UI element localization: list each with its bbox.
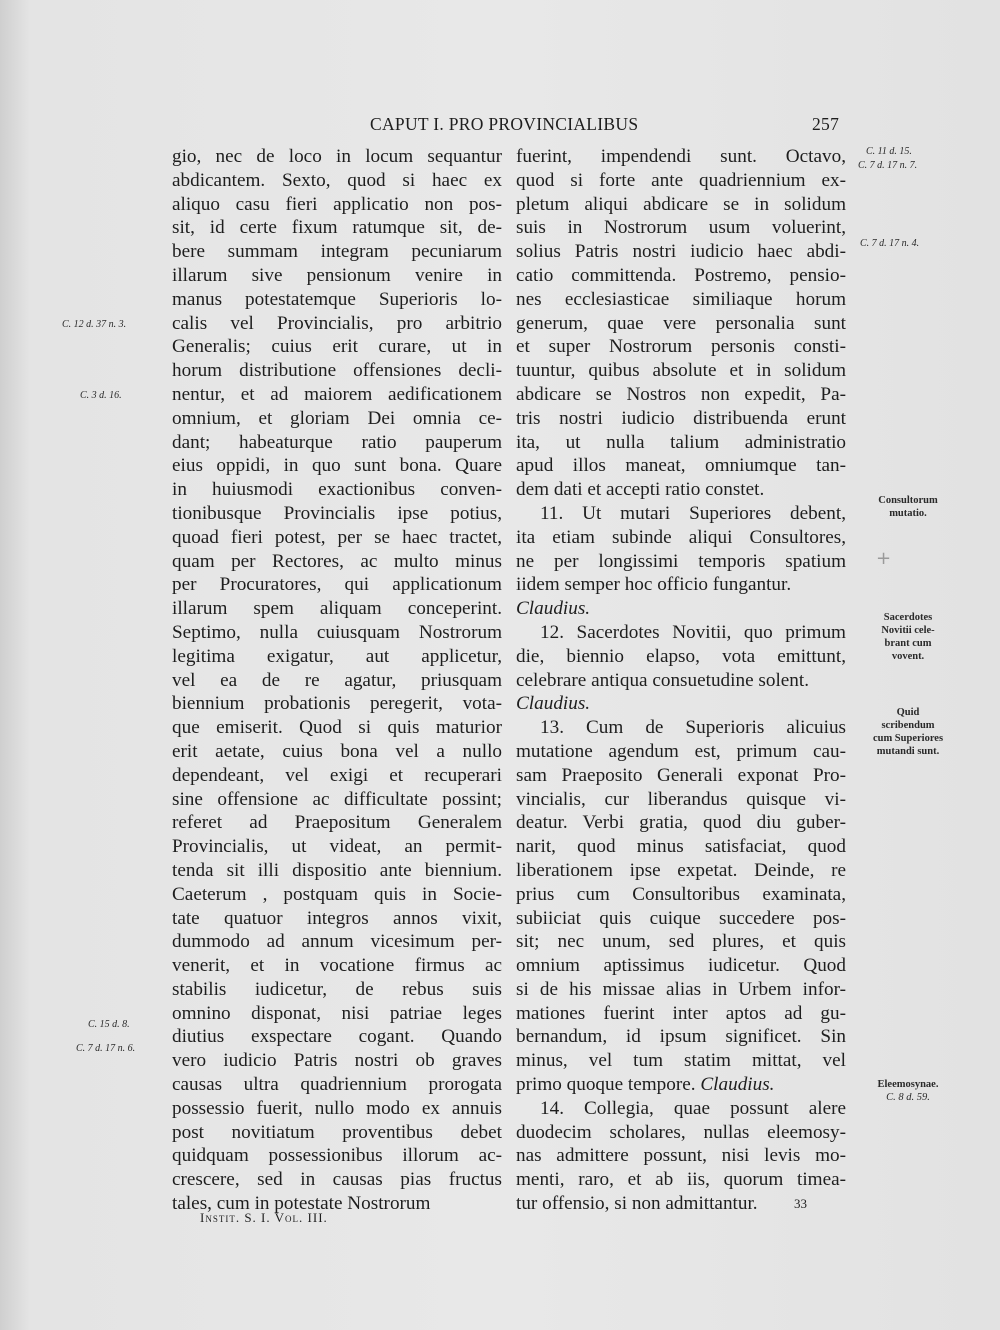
page-number: 257 — [812, 114, 840, 134]
text-line: mationes fuerint inter aptos ad gu- — [516, 1002, 846, 1024]
text-line: quod si forte ante quadriennium ex- — [516, 169, 846, 191]
text-line: die, biennio elapso, vota emittunt, — [516, 645, 846, 667]
text-line: omnium aptissimus iudicetur. Quod — [516, 955, 846, 977]
text-line: fuerint, impendendi sunt. Octavo, — [516, 146, 846, 167]
text-line: solius Patris nostri iudicio haec abdi- — [516, 241, 846, 263]
text-line: quam per Rectores, ac multo minus — [172, 550, 502, 572]
text-line: 11. Ut mutari Superiores debent, — [540, 502, 846, 524]
text-line: tenda sit illi dispositio ante biennium. — [172, 859, 502, 881]
text-line: referet ad Praepositum Generalem — [172, 812, 502, 834]
text-line: apud illos maneat, omniumque tan- — [516, 455, 846, 477]
text-line: calis vel Provincialis, pro arbitrio — [172, 312, 502, 334]
side-heading-consultorum — [858, 494, 958, 520]
pencil-annotation: + — [876, 548, 892, 569]
margin-reference: C. 3 d. 16. — [80, 390, 122, 401]
text-line: legitima exigatur, aut applicetur, — [172, 645, 502, 667]
margin-reference: C. 7 d. 17 n. 6. — [76, 1043, 136, 1054]
side-heading-line: mutatio. — [889, 508, 927, 519]
side-heading-line: vovent. — [891, 651, 925, 662]
text-line: tuuntur, quibus absolute et in solidum — [516, 360, 846, 382]
text-line: ita etiam subinde aliqui Consultores, — [516, 526, 846, 548]
text-line: per Procuratores, qui applicationum — [172, 574, 502, 596]
text-line: vincialis, cur liberandus quisque vi- — [516, 788, 846, 810]
text-line: sit; nec unum, sed plures, et quis — [516, 931, 846, 953]
text-line: et super Nostrorum personis consti- — [516, 336, 846, 358]
text-line — [516, 1073, 846, 1097]
side-heading-line: scribendum — [881, 720, 935, 731]
running-title: CAPUT I. PRO PROVINCIALIBUS — [370, 114, 639, 134]
text-line: narit, quod minus satisfaciat, quod — [516, 836, 846, 858]
text-line: que emiserit. Quod si quis maturior — [172, 717, 502, 739]
left-text-column — [172, 145, 502, 1216]
text-line: erit aetate, cuius bona vel a nullo — [172, 740, 502, 762]
text-line: generum, quae vere personalia sunt — [516, 312, 846, 334]
margin-reference: C. 7 d. 17 n. 4. — [860, 238, 920, 249]
text-line: menti, raro, et ab iis, quorum timea- — [516, 1169, 846, 1191]
text-line: horum distributione offensiones decli- — [172, 360, 502, 382]
sheet-number: 33 — [794, 1196, 807, 1211]
text-line: si de his missae alias in Urbem infor- — [516, 978, 846, 1000]
text-line: vero iudicio Patris nostri ob graves — [172, 1050, 502, 1072]
text-line: bere summam integram pecuniarum — [172, 241, 502, 263]
text-line: manus potestatemque Superioris lo- — [172, 288, 502, 310]
text-line: Claudius. — [516, 598, 591, 620]
text-line: quoad fieri potest, per se haec tractet, — [172, 526, 502, 548]
text-line: aliquo casu fieri applicatio non pos- — [172, 193, 502, 215]
text-line: possessio fuerit, nullo modo ex annuis — [172, 1097, 502, 1119]
text-line: dant; habeaturque ratio pauperum — [172, 431, 502, 453]
text-line: 14. Collegia, quae possunt alere — [540, 1097, 846, 1119]
text-line: dummodo ad annum vicesimum per- — [172, 931, 502, 953]
text-line: 13. Cum de Superioris alicuius — [540, 717, 846, 739]
text-line: tales, cum in potestate Nostrorum — [172, 1193, 431, 1215]
text-line: venerit, et in vocatione firmus ac — [172, 955, 502, 977]
text-line: Claudius. — [516, 693, 591, 715]
text-line: prius cum Consultoribus examinata, — [516, 883, 846, 905]
right-text-column — [516, 145, 846, 1216]
text-line: bernandum, id ipsum significet. Sin — [516, 1026, 846, 1048]
text-line: Septimo, nulla cuiusquam Nostrorum — [172, 621, 502, 643]
text-line: post novitiatum proventibus debet — [172, 1121, 502, 1143]
side-heading-line: C. 8 d. 59. — [886, 1092, 930, 1103]
margin-reference: C. 7 d. 17 n. 7. — [858, 160, 918, 171]
text-line: gio, nec de loco in locum sequantur — [172, 146, 502, 167]
text-line: tate quatuor integros annos vixit, — [172, 907, 502, 929]
text-line: Caeterum , postquam quis in Socie- — [172, 883, 502, 905]
text-line: celebrare antiqua consuetudine solent. — [516, 669, 810, 691]
author-signature: Claudius. — [700, 1074, 775, 1096]
text-line: illarum spem aliquam conceperint. — [172, 598, 502, 620]
text-line: dependeant, vel exigi et recuperari — [172, 764, 502, 786]
text-line: minus, vel tum statim mittat, vel — [516, 1050, 846, 1072]
text-line: quidquam possessionibus illorum ac- — [172, 1145, 502, 1167]
text-line: sit, id certe fixum ratumque sit, de- — [172, 217, 502, 239]
text-line: subiiciat quis cuique succedere pos- — [516, 907, 846, 929]
text-line: nas admittere possunt, nisi levis mo- — [516, 1145, 846, 1167]
side-heading-line: mutandi sunt. — [876, 746, 940, 757]
footer-signature: Instit. S. I. Vol. III. — [200, 1210, 328, 1225]
text-line: crescere, sed in causas pias fructus — [172, 1169, 502, 1191]
text-line: sam Praeposito Generali exponat Pro- — [516, 764, 846, 786]
text-line: vel ea de re agatur, priusquam — [172, 669, 502, 691]
text-line: ne per longissimi temporis spatium — [516, 550, 846, 572]
text-line: dem dati et accepti ratio constet. — [516, 479, 765, 501]
side-heading-line: cum Superiores — [872, 733, 944, 744]
text-line: diutius exspectare cogant. Quando — [172, 1026, 502, 1048]
text-line: pletum aliqui abdicare se in solidum — [516, 193, 846, 215]
text-line: mutatione agendum est, primum cau- — [516, 740, 846, 762]
text-line: nes ecclesiasticae similiaque horum — [516, 288, 846, 310]
text-line: Provincialis, ut videat, an permit- — [172, 836, 502, 858]
text-line: omnino disponat, nisi patriae leges — [172, 1002, 502, 1024]
text-line: causas ultra quadriennium prorogata — [172, 1074, 502, 1096]
text-line: abdicantem. Sexto, quod si haec ex — [172, 169, 502, 191]
text-line: eius oppidi, in quo sunt bona. Quare — [172, 455, 502, 477]
margin-reference: C. 15 d. 8. — [88, 1019, 130, 1030]
text-line: duodecim scholares, nullas eleemosy- — [516, 1121, 846, 1143]
margin-reference: C. 11 d. 15. — [866, 146, 912, 157]
text-segment: primo quoque tempore. — [516, 1074, 696, 1096]
text-line: suis in Nostrorum usum voluerint, — [516, 217, 846, 239]
text-line: 12. Sacerdotes Novitii, quo primum — [540, 621, 846, 643]
text-line: omnium, et gloriam Dei omnia ce- — [172, 407, 502, 429]
side-heading-sacerdotes — [858, 611, 958, 663]
side-heading-line: Sacerdotes — [883, 612, 933, 623]
text-line: tris nostri iudicio distribuenda erunt — [516, 407, 846, 429]
text-line: iidem semper hoc officio fungantur. — [516, 574, 792, 596]
text-line: stabilis iudicetur, de rebus suis — [172, 978, 502, 1000]
text-line: catio committenda. Postremo, pensio- — [516, 264, 846, 286]
text-line: biennium probationis peregerit, vota- — [172, 693, 502, 715]
margin-reference: C. 12 d. 37 n. 3. — [62, 319, 127, 330]
side-heading-eleemosynae — [858, 1078, 958, 1104]
text-line: illarum sive pensionum venire in — [172, 264, 502, 286]
text-line: deatur. Verbi gratia, quod diu guber- — [516, 812, 846, 834]
text-line: in huiusmodi exactionibus conven- — [172, 479, 502, 501]
text-line: ita, ut nulla talium administratio — [516, 431, 846, 453]
side-heading-quid-scribendum — [852, 706, 964, 758]
text-line: sine offensione ac difficultate possint; — [172, 788, 502, 810]
text-line: Generalis; cuius erit curare, ut in — [172, 336, 502, 358]
side-heading-line: Quid — [896, 707, 920, 718]
text-line: tionibusque Provincialis ipse potius, — [172, 502, 502, 524]
text-line: nentur, et ad maiorem aedificationem — [172, 383, 502, 405]
side-heading-line: Eleemosynae. — [877, 1079, 939, 1090]
side-heading-line: Novitii cele- — [881, 625, 935, 636]
text-line: tur offensio, si non admittantur. — [516, 1193, 758, 1215]
side-heading-line: brant cum — [884, 638, 932, 649]
text-line: abdicare se Nostros non expedit, Pa- — [516, 383, 846, 405]
side-heading-line: Consultorum — [878, 495, 938, 506]
text-line: liberationem ipse expetat. Deinde, re — [516, 859, 846, 881]
